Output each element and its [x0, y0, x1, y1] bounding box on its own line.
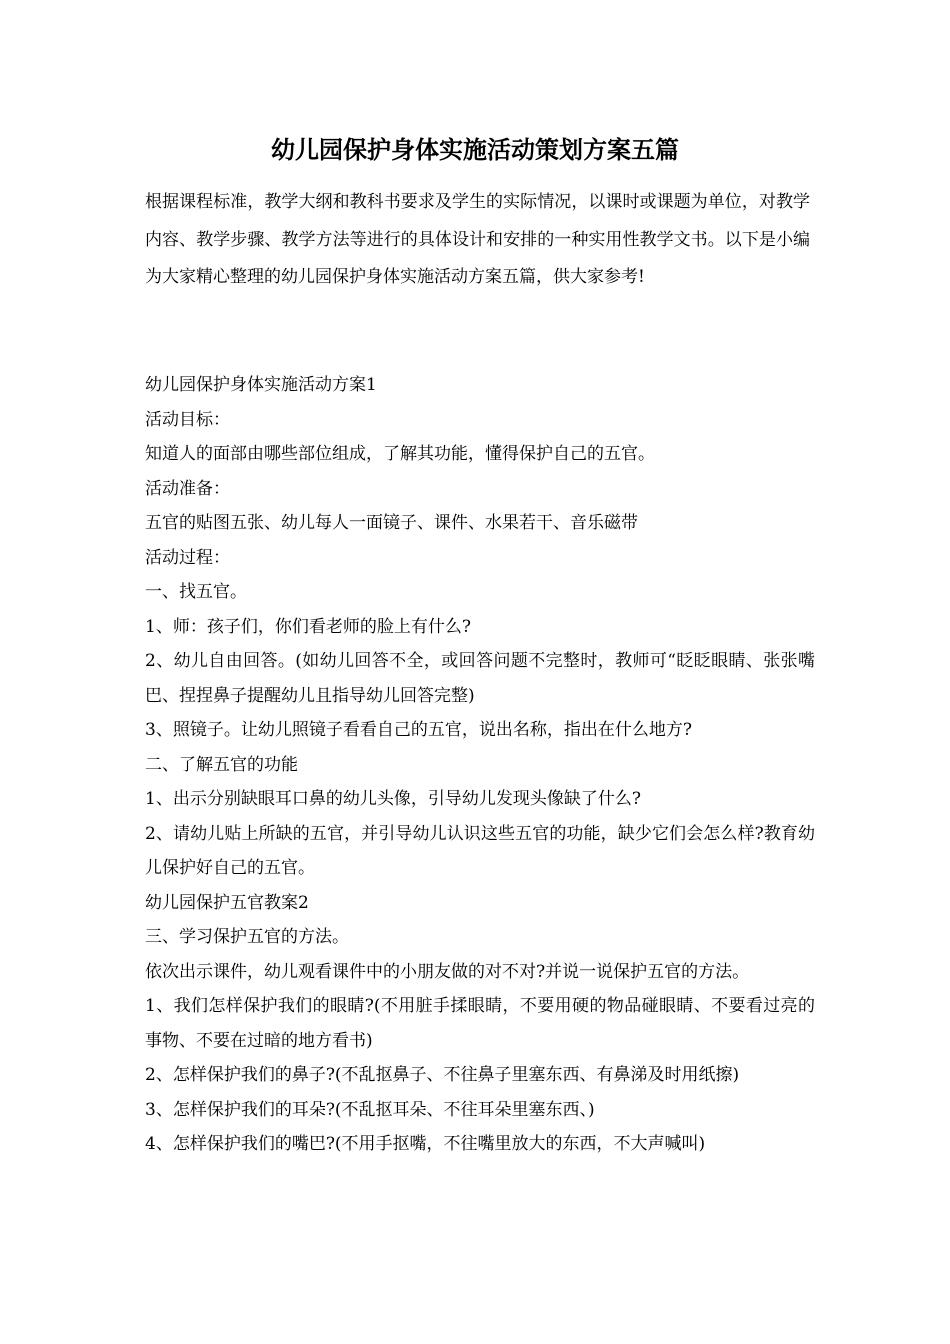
- body-line: 一、找五官。: [145, 582, 247, 602]
- document-body: [145, 368, 815, 1162]
- body-line: 依次出示课件，幼儿观看课件中的小朋友做的对不对?并说一说保护五官的方法。: [145, 961, 750, 982]
- body-line: 三、学习保护五官的方法。: [145, 927, 349, 947]
- body-line: 3、怎样保护我们的耳朵?(不乱抠耳朵、不往耳朵里塞东西、): [145, 1099, 595, 1120]
- activity-prep-label: 活动准备：: [145, 478, 230, 499]
- activity-goal-label: 活动目标：: [145, 409, 230, 430]
- activity-process-label: 活动过程：: [145, 547, 230, 568]
- body-line: 知道人的面部由哪些部位组成，了解其功能，懂得保护自己的五官。: [145, 444, 655, 464]
- body-line: 二、了解五官的功能: [145, 754, 298, 775]
- body-paragraph: 2、请幼儿贴上所缺的五官，并引导幼儿认识这些五官的功能，缺少它们会怎么样?教育幼儿保护好自己的五官。: [145, 823, 815, 878]
- body-paragraph: 1、我们怎样保护我们的眼睛?(不用脏手揉眼睛，不要用硬的物品碰眼睛、不要看过亮的事物、不要在过暗的地方看书): [145, 996, 815, 1051]
- body-line: 1、出示分别缺眼耳口鼻的幼儿头像，引导幼儿发现头像缺了什么?: [145, 789, 641, 809]
- body-line: 1、师：孩子们，你们看老师的脸上有什么?: [145, 616, 471, 637]
- body-paragraph: 2、怎样保护我们的鼻子?(不乱抠鼻子、不往鼻子里塞东西、有鼻涕及时用纸擦): [145, 1065, 740, 1085]
- body-paragraph: 2、幼儿自由回答。(如幼儿回答不全，或回答问题不完整时，教师可“眨眨眼睛、张张嘴巴、捏捏鼻子提醒幼儿且指导幼儿回答完整): [145, 651, 815, 706]
- body-line: 五官的贴图五张、幼儿每人一面镜子、课件、水果若干、音乐磁带: [145, 513, 638, 533]
- body-line: 3、照镜子。让幼儿照镜子看看自己的五官，说出名称，指出在什么地方?: [145, 720, 692, 740]
- section-heading: 幼儿园保护五官教案2: [145, 892, 309, 913]
- section-heading: 幼儿园保护身体实施活动方案1: [145, 375, 377, 395]
- body-line: 4、怎样保护我们的嘴巴?(不用手抠嘴，不往嘴里放大的东西，不大声喊叫): [145, 1134, 706, 1154]
- intro-paragraph: 根据课程标准，教学大纲和教科书要求及学生的实际情况，以课时或课题为单位，对教学内容、教学步骤、教学方法等进行的具体设计和安排的一种实用性教学文书。以下是小编为大家精心整理的幼儿园保护身体实施活动方案五篇，供大家参考!: [145, 192, 810, 287]
- document-title: 幼儿园保护身体实施活动策划方案五篇: [271, 135, 679, 164]
